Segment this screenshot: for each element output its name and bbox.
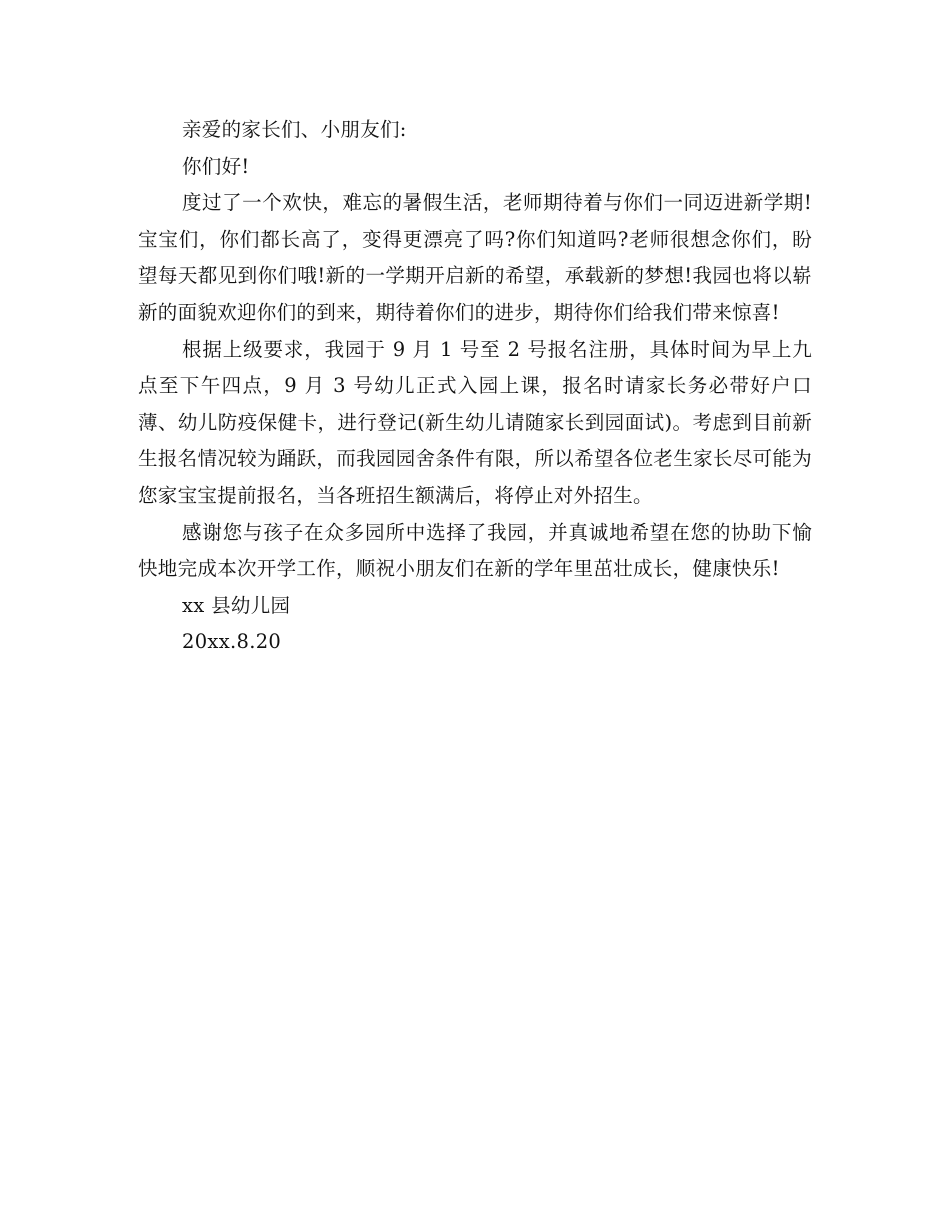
- salutation: 亲爱的家长们、小朋友们:: [182, 118, 407, 141]
- paragraph-registration: 根据上级要求，我园于 9 月 1 号至 2 号报名注册，具体时间为早上九点至下午四点，9 月 3 号幼儿正式入园上课，报名时请家长务必带好户口薄、幼儿防疫保健卡，进行登记(新生幼儿请随家长到园面试)。考虑到目前新生报名情况较为踊跃，而我园园舍条件有限，所以希望各位老生家长尽可能为您家宝宝提前报名，当各班招生额满后，将停止对外招生。: [138, 337, 812, 507]
- paragraph-thanks: 感谢您与孩子在众多园所中选择了我园，并真诚地希望在您的协助下愉快地完成本次开学工作，顺祝小朋友们在新的学年里茁壮成长，健康快乐!: [138, 520, 812, 581]
- greeting: 你们好!: [182, 154, 250, 178]
- date: 20xx.8.20: [182, 630, 282, 654]
- paragraph-welcome: 度过了一个欢快，难忘的暑假生活，老师期待着与你们一同迈进新学期!宝宝们，你们都长高了，变得更漂亮了吗?你们知道吗?老师很想念你们，盼望每天都见到你们哦!新的一学期开启新的希望，承载新的梦想!我园也将以崭新的面貌欢迎你们的到来，期待着你们的进步，期待你们给我们带来惊喜!: [138, 191, 812, 324]
- letter-body: [138, 112, 812, 661]
- signature: xx 县幼儿园: [182, 593, 291, 617]
